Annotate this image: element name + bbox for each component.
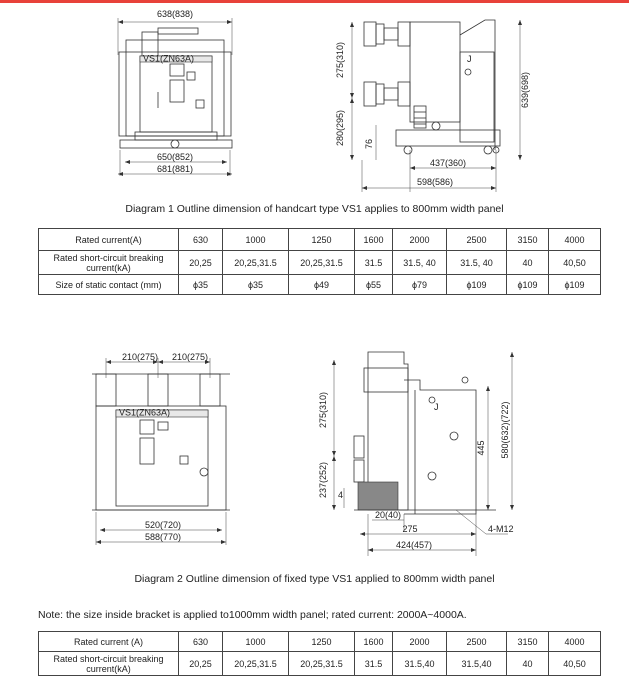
- d1-side-dim-639: 639(698): [520, 71, 530, 109]
- table-row: [39, 632, 601, 652]
- d2-side-j-mark: J: [434, 402, 439, 412]
- table-cell: 40,50: [549, 251, 601, 275]
- d2-side-view: [318, 352, 514, 556]
- d2-front-width-a: 520(720): [144, 520, 182, 530]
- d2-side-bolt: 4-M12: [488, 524, 514, 534]
- d2-side-dim-445: 445: [476, 440, 486, 456]
- row-label-cell: Rated short-circuit breaking current(kA): [39, 251, 179, 275]
- diagram2-spec-table: [38, 631, 601, 676]
- table-cell: 40: [507, 251, 549, 275]
- d1-side-dim-275: 275(310): [335, 41, 345, 79]
- table-row: [39, 275, 601, 295]
- table-row: [39, 229, 601, 251]
- diagram2-caption: Diagram 2 Outline dimension of fixed type VS1 applied to 800mm width panel: [134, 573, 495, 585]
- table-cell: 40: [507, 652, 549, 676]
- d2-front-width-b: 588(770): [144, 532, 182, 542]
- header-cell: Rated current(A): [39, 229, 179, 251]
- d1-side-dim-598: 598(586): [416, 177, 454, 187]
- d2-side-dim-4: 4: [338, 490, 344, 500]
- d2-front-label: VS1(ZN63A): [119, 407, 171, 418]
- table-cell: 31.5,40: [393, 652, 447, 676]
- d1-side-j-mark: J: [467, 54, 472, 64]
- table-cell: 20,25,31.5: [223, 652, 289, 676]
- d2-side-dim-580: 580(632)(722): [500, 401, 510, 459]
- d2-side-dim-275: 275(310): [318, 391, 328, 429]
- header-cell: 2000: [393, 229, 447, 251]
- header-cell: 1600: [355, 632, 393, 652]
- row-label-cell: Size of static contact (mm): [39, 275, 179, 295]
- d1-side-dim-76: 76: [364, 138, 374, 150]
- header-cell: 1600: [355, 229, 393, 251]
- d2-front-pitch-left: 210(275): [121, 352, 159, 362]
- table-cell: 20,25: [179, 251, 223, 275]
- table-cell: ϕ55: [355, 275, 393, 295]
- d1-front-view: [118, 9, 232, 176]
- table-cell: ϕ109: [549, 275, 601, 295]
- header-cell: 1250: [289, 229, 355, 251]
- table-cell: 20,25: [179, 652, 223, 676]
- d2-side-dim-424: 424(457): [395, 540, 433, 550]
- table-cell: 20,25,31.5: [289, 251, 355, 275]
- table-cell: 31.5,40: [447, 652, 507, 676]
- table-row: [39, 251, 601, 275]
- d2-front-view: [92, 352, 230, 545]
- header-cell: 1250: [289, 632, 355, 652]
- d2-side-dim-20: 20(40): [374, 510, 402, 520]
- header-cell: 3150: [507, 632, 549, 652]
- d2-side-dim-275b: 275: [402, 524, 418, 534]
- d2-side-dim-237: 237(252): [318, 461, 328, 499]
- table-cell: 31.5, 40: [393, 251, 447, 275]
- d2-front-pitch-right: 210(275): [171, 352, 209, 362]
- diagram1-caption: Diagram 1 Outline dimension of handcart type VS1 applies to 800mm width panel: [125, 203, 504, 215]
- row-label-cell: Rated short-circuit breaking current(kA): [39, 652, 179, 676]
- diagram1-spec-table: [38, 228, 601, 295]
- header-cell: Rated current (A): [39, 632, 179, 652]
- d1-front-width-a: 650(852): [156, 152, 194, 162]
- bracket-note: Note: the size inside bracket is applied to1000mm width panel; rated current: 2000A~4000A.: [38, 609, 467, 621]
- header-cell: 3150: [507, 229, 549, 251]
- table-row: [39, 652, 601, 676]
- table-cell: ϕ35: [223, 275, 289, 295]
- header-cell: 4000: [549, 632, 601, 652]
- d1-side-view: [335, 20, 530, 192]
- d1-front-width-b: 681(881): [156, 164, 194, 174]
- table-cell: 31.5: [355, 251, 393, 275]
- header-cell: 630: [179, 229, 223, 251]
- d1-front-width-top: 638(838): [156, 9, 194, 19]
- header-cell: 4000: [549, 229, 601, 251]
- header-cell: 1000: [223, 632, 289, 652]
- header-cell: 2500: [447, 632, 507, 652]
- table-cell: ϕ109: [447, 275, 507, 295]
- table-cell: 40,50: [549, 652, 601, 676]
- header-cell: 1000: [223, 229, 289, 251]
- table-cell: ϕ79: [393, 275, 447, 295]
- table-cell: 20,25,31.5: [289, 652, 355, 676]
- header-cell: 2500: [447, 229, 507, 251]
- table-cell: ϕ109: [507, 275, 549, 295]
- header-cell: 630: [179, 632, 223, 652]
- d1-side-dim-437: 437(360): [429, 158, 467, 168]
- header-cell: 2000: [393, 632, 447, 652]
- d1-front-label: VS1(ZN63A): [143, 53, 195, 64]
- d1-side-dim-280: 280(295): [335, 109, 345, 147]
- table-cell: ϕ35: [179, 275, 223, 295]
- table-cell: 31.5: [355, 652, 393, 676]
- table-cell: 31.5, 40: [447, 251, 507, 275]
- table-cell: 20,25,31.5: [223, 251, 289, 275]
- table-cell: ϕ49: [289, 275, 355, 295]
